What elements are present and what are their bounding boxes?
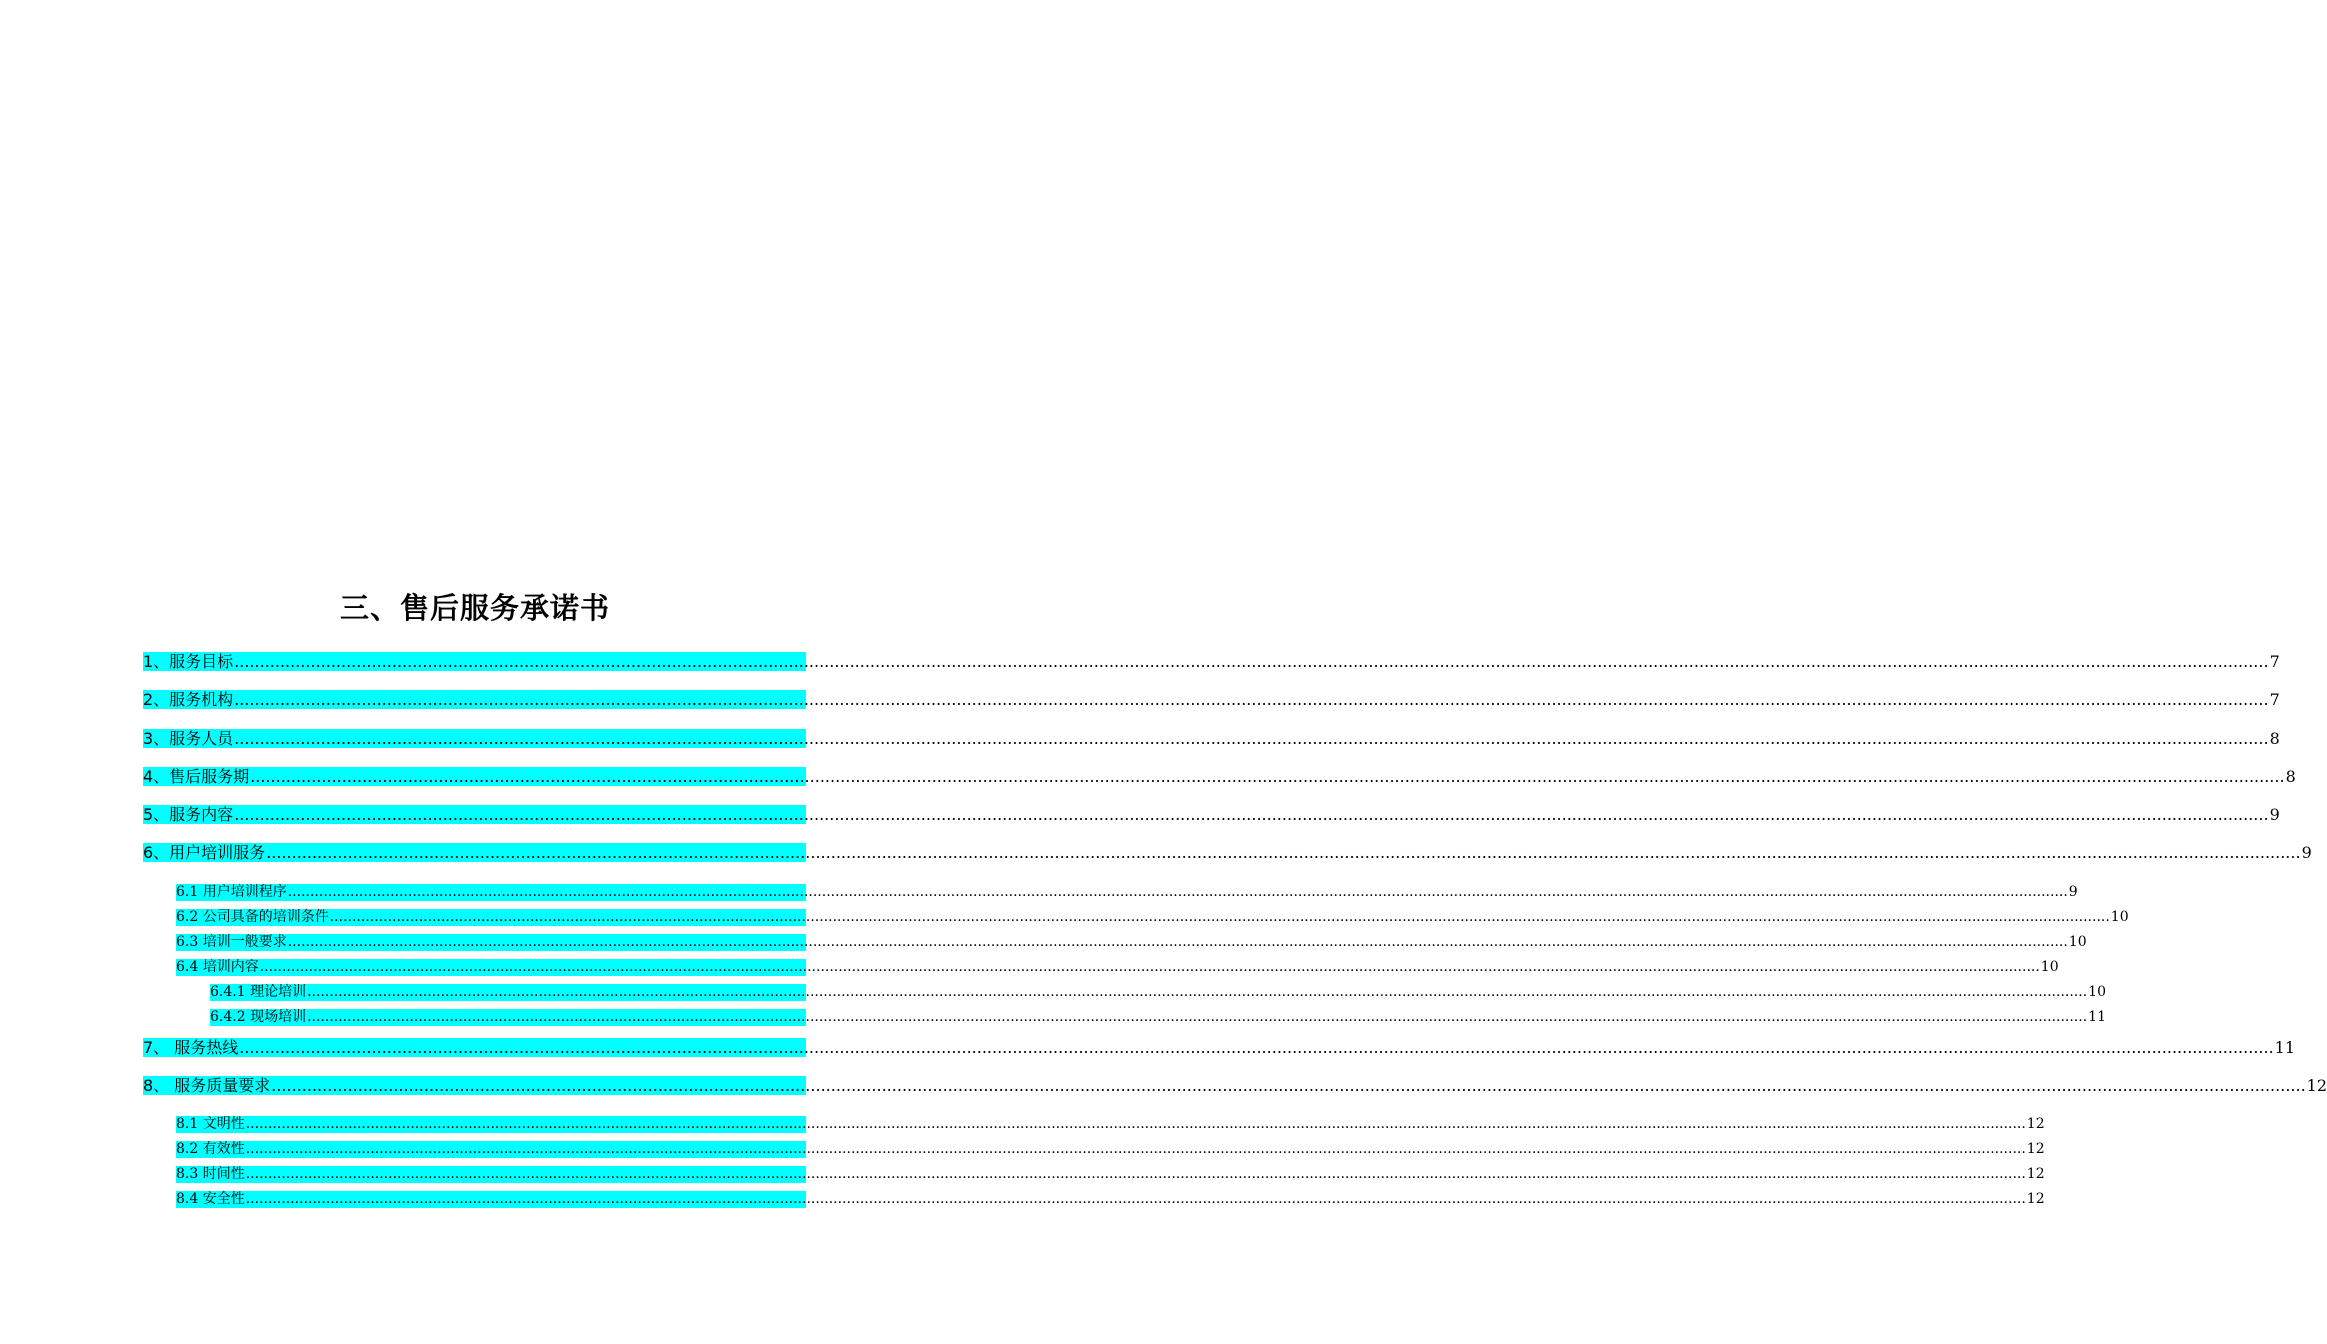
toc-entry-label: 6、用户培训服务 bbox=[143, 843, 266, 862]
toc-entry-page: 7 bbox=[2269, 652, 2280, 671]
toc-entry[interactable] bbox=[176, 909, 2129, 926]
toc-entry-label: 8.3 时间性 bbox=[176, 1166, 245, 1182]
toc-entry-label: 5、服务内容 bbox=[143, 805, 234, 824]
toc-leader-dots: ................................................................................................................................................................................................................................................................................................................................................................................................................ bbox=[234, 690, 2269, 709]
toc-entry[interactable] bbox=[143, 1076, 2327, 1095]
toc-leader-dots: ................................................................................................................................................................................................................................................................................................................................................................................................................ bbox=[307, 1009, 2088, 1025]
toc-entry[interactable] bbox=[143, 843, 2312, 862]
toc-entry[interactable] bbox=[143, 652, 2280, 671]
toc-entry-page: 12 bbox=[2026, 1116, 2045, 1132]
toc-entry[interactable] bbox=[176, 1141, 2045, 1158]
toc-entry-page: 12 bbox=[2306, 1076, 2327, 1095]
toc-entry-label: 6.2 公司具备的培训条件 bbox=[176, 909, 329, 925]
toc-entry[interactable] bbox=[143, 690, 2280, 709]
toc-entry-label: 8.2 有效性 bbox=[176, 1141, 245, 1157]
toc-entry-page: 12 bbox=[2026, 1141, 2045, 1157]
toc-entry[interactable] bbox=[143, 805, 2280, 824]
document-title: 三、售后服务承诺书 bbox=[339, 591, 610, 625]
toc-entry-page: 9 bbox=[2068, 884, 2078, 900]
toc-entry-page: 12 bbox=[2026, 1166, 2045, 1182]
toc-entry-page: 9 bbox=[2269, 805, 2280, 824]
toc-entry[interactable] bbox=[176, 1116, 2045, 1133]
toc-leader-dots: ................................................................................................................................................................................................................................................................................................................................................................................................................ bbox=[287, 934, 2068, 950]
toc-entry-page: 11 bbox=[2274, 1038, 2296, 1057]
toc-entry[interactable] bbox=[143, 729, 2280, 748]
toc-entry[interactable] bbox=[176, 934, 2087, 951]
toc-leader-dots: ................................................................................................................................................................................................................................................................................................................................................................................................................ bbox=[271, 1076, 2306, 1095]
toc-leader-dots: ................................................................................................................................................................................................................................................................................................................................................................................................................ bbox=[259, 959, 2040, 975]
toc-leader-dots: ................................................................................................................................................................................................................................................................................................................................................................................................................ bbox=[234, 652, 2269, 671]
toc-entry-label: 6.4 培训内容 bbox=[176, 959, 259, 975]
toc-entry-page: 12 bbox=[2026, 1191, 2045, 1207]
toc-entry[interactable] bbox=[143, 767, 2296, 786]
toc-leader-dots: ................................................................................................................................................................................................................................................................................................................................................................................................................ bbox=[245, 1116, 2026, 1132]
toc-entry-page: 11 bbox=[2088, 1009, 2106, 1025]
toc-entry-page: 10 bbox=[2088, 984, 2106, 1000]
toc-leader-dots: ................................................................................................................................................................................................................................................................................................................................................................................................................ bbox=[329, 909, 2110, 925]
toc-entry-label: 2、服务机构 bbox=[143, 690, 234, 709]
toc-entry[interactable] bbox=[210, 1009, 2106, 1026]
toc-entry-label: 1、服务目标 bbox=[143, 652, 234, 671]
toc-leader-dots: ................................................................................................................................................................................................................................................................................................................................................................................................................ bbox=[239, 1038, 2274, 1057]
toc-leader-dots: ................................................................................................................................................................................................................................................................................................................................................................................................................ bbox=[287, 884, 2068, 900]
toc-entry-page: 10 bbox=[2040, 959, 2059, 975]
toc-entry-page: 8 bbox=[2269, 729, 2280, 748]
toc-entry-label: 6.1 用户培训程序 bbox=[176, 884, 287, 900]
toc-entry-page: 10 bbox=[2110, 909, 2129, 925]
toc-entry-page: 8 bbox=[2285, 767, 2296, 786]
toc-leader-dots: ................................................................................................................................................................................................................................................................................................................................................................................................................ bbox=[245, 1141, 2026, 1157]
toc-entry-label: 6.4.1 理论培训 bbox=[210, 984, 307, 1000]
toc-entry[interactable] bbox=[176, 959, 2059, 976]
toc-leader-dots: ................................................................................................................................................................................................................................................................................................................................................................................................................ bbox=[234, 805, 2269, 824]
toc-entry-label: 8.1 文明性 bbox=[176, 1116, 245, 1132]
toc-entry[interactable] bbox=[210, 984, 2106, 1001]
toc-entry-page: 10 bbox=[2068, 934, 2087, 950]
toc-leader-dots: ................................................................................................................................................................................................................................................................................................................................................................................................................ bbox=[307, 984, 2088, 1000]
toc-leader-dots: ................................................................................................................................................................................................................................................................................................................................................................................................................ bbox=[250, 767, 2285, 786]
toc-entry-label: 4、售后服务期 bbox=[143, 767, 250, 786]
toc-entry-page: 9 bbox=[2301, 843, 2312, 862]
toc-entry-label: 8、 服务质量要求 bbox=[143, 1076, 271, 1095]
toc-entry[interactable] bbox=[176, 884, 2078, 901]
toc-entry[interactable] bbox=[176, 1166, 2045, 1183]
toc-leader-dots: ................................................................................................................................................................................................................................................................................................................................................................................................................ bbox=[245, 1166, 2026, 1182]
toc-entry[interactable] bbox=[176, 1191, 2045, 1208]
toc-entry-label: 8.4 安全性 bbox=[176, 1191, 245, 1207]
toc-entry-label: 6.3 培训一般要求 bbox=[176, 934, 287, 950]
toc-leader-dots: ................................................................................................................................................................................................................................................................................................................................................................................................................ bbox=[266, 843, 2301, 862]
toc-entry-label: 3、服务人员 bbox=[143, 729, 234, 748]
toc-entry-label: 7、 服务热线 bbox=[143, 1038, 239, 1057]
toc-leader-dots: ................................................................................................................................................................................................................................................................................................................................................................................................................ bbox=[245, 1191, 2026, 1207]
toc-entry-page: 7 bbox=[2269, 690, 2280, 709]
toc-leader-dots: ................................................................................................................................................................................................................................................................................................................................................................................................................ bbox=[234, 729, 2269, 748]
toc-entry-label: 6.4.2 现场培训 bbox=[210, 1009, 307, 1025]
toc-entry[interactable] bbox=[143, 1038, 2296, 1057]
